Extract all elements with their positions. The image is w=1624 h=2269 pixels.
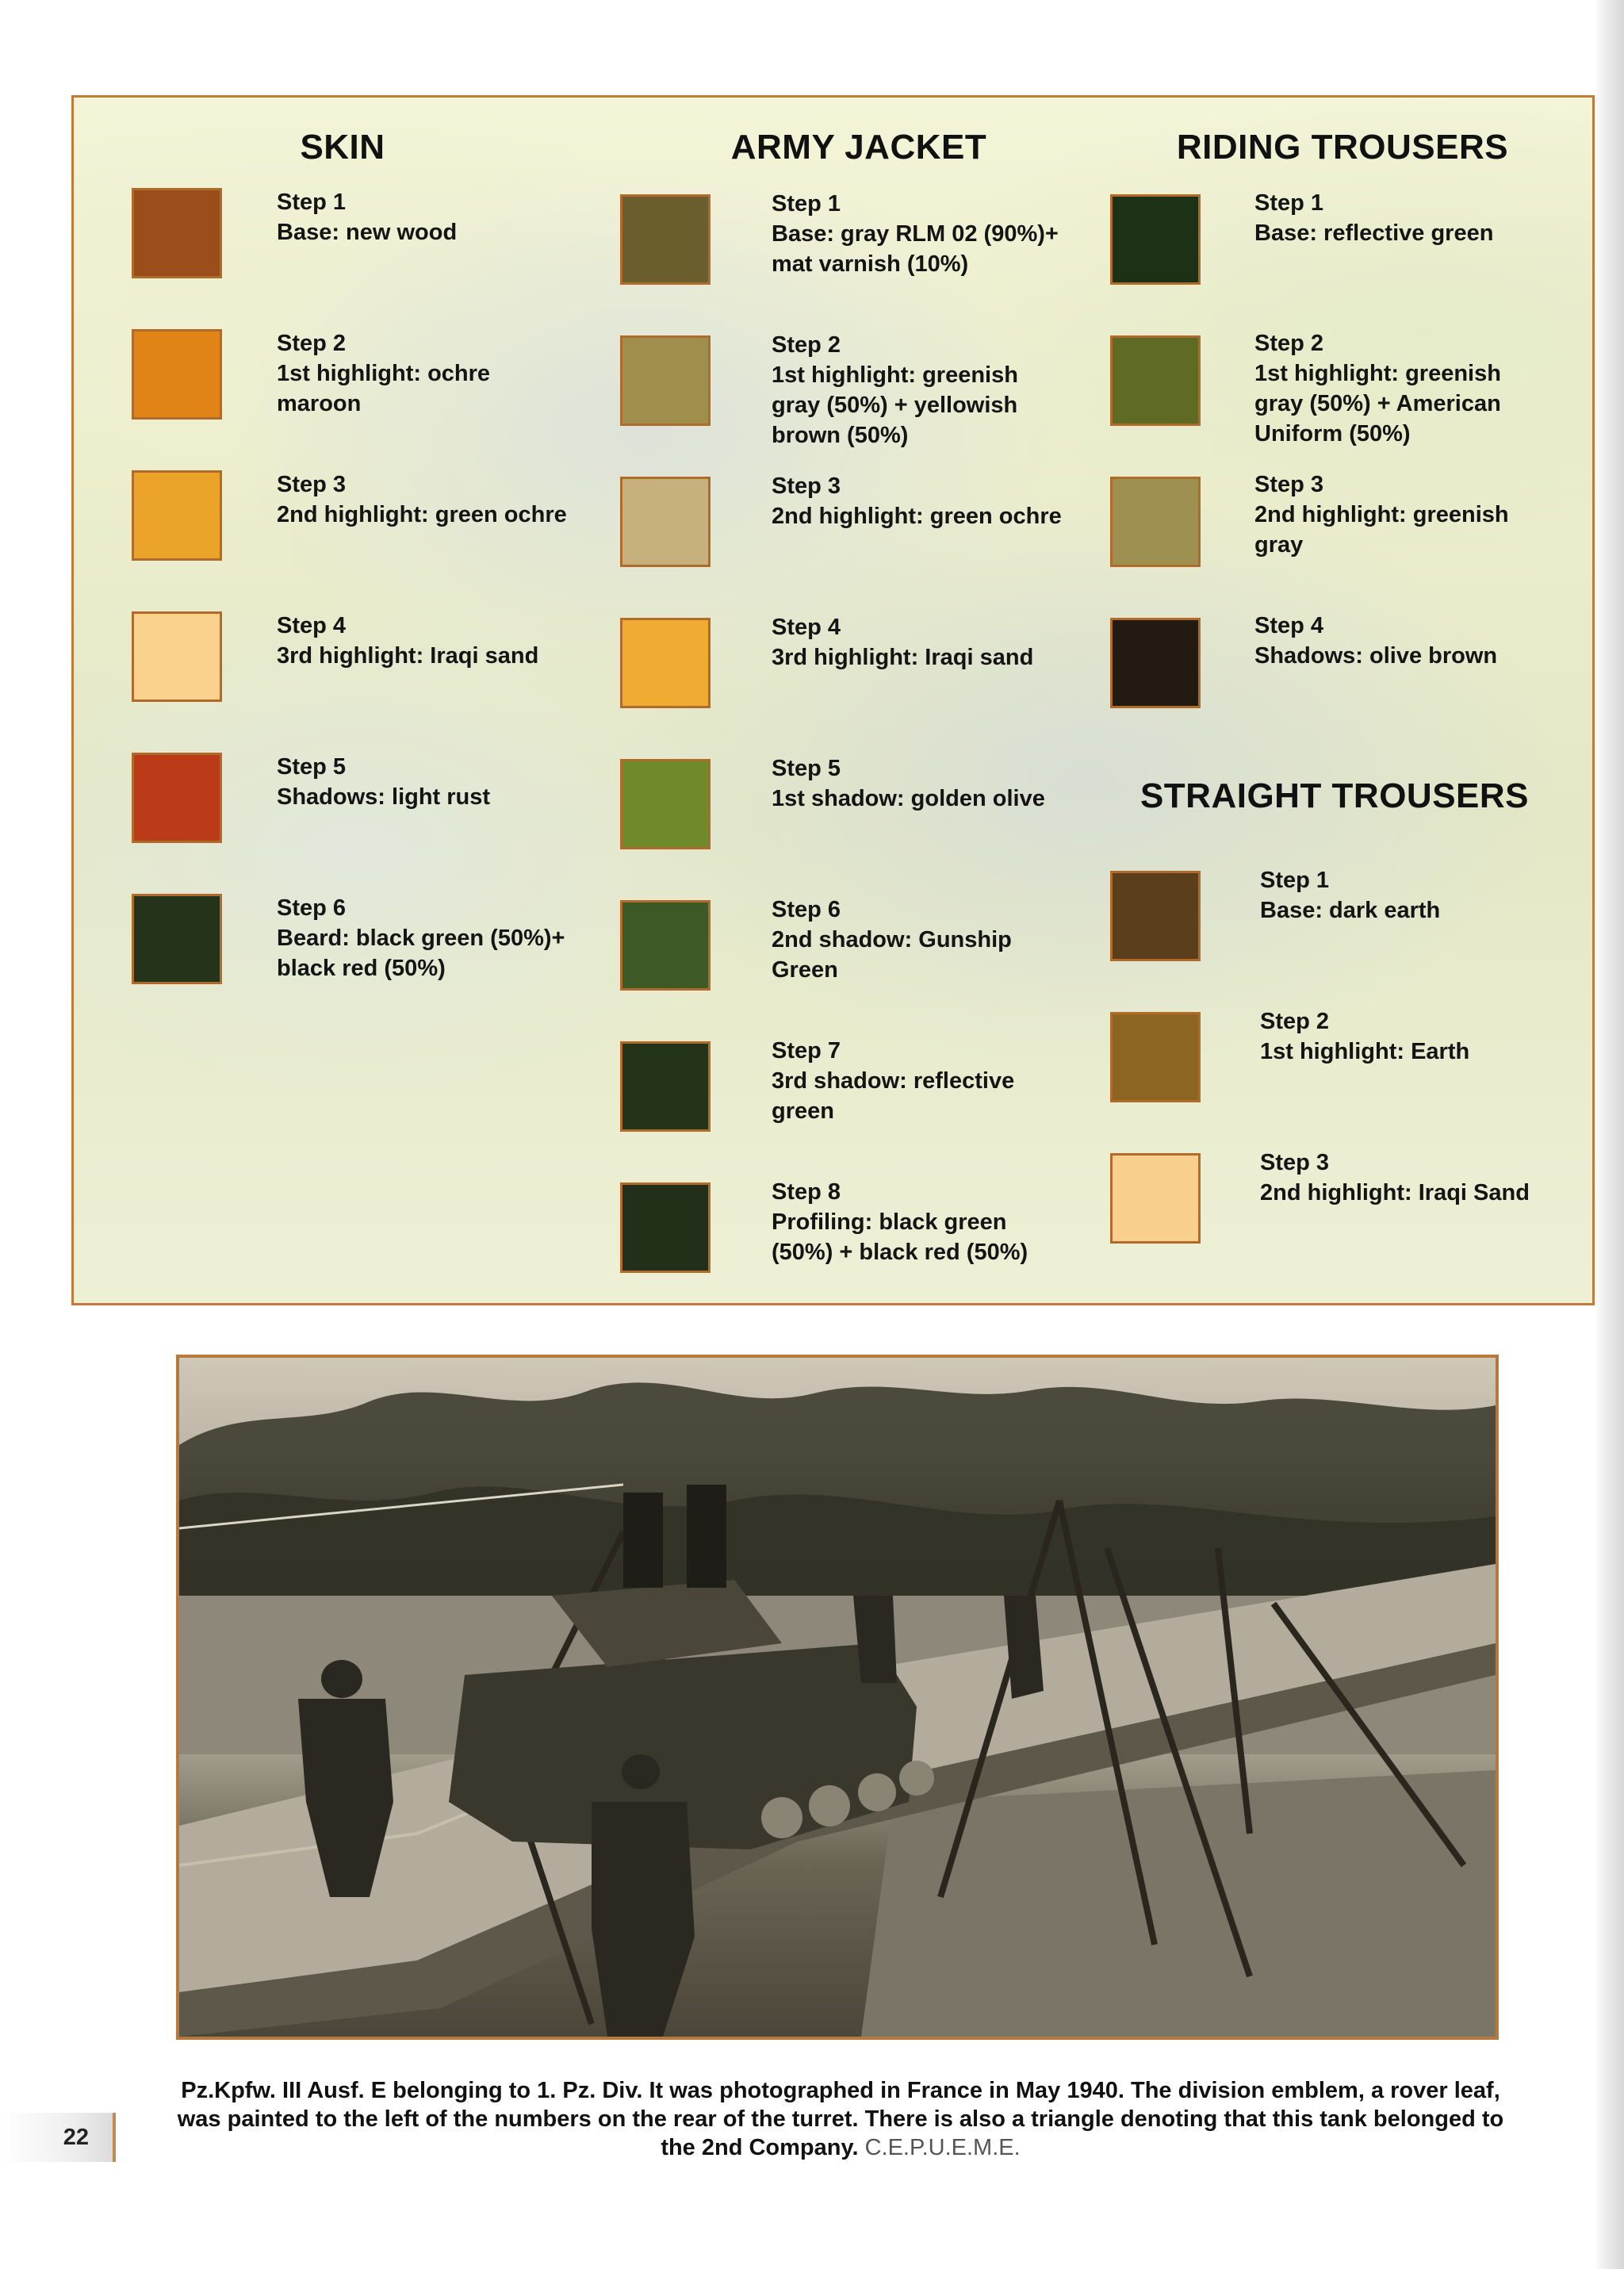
skin-step-2-text (277, 328, 490, 419)
jacket-step-6-text (772, 895, 1012, 985)
step-label: Step 1 (277, 190, 347, 215)
step-description: 2nd highlight: Iraqi Sand (1260, 1180, 1530, 1205)
swatch-riding-step-3 (1110, 477, 1201, 567)
step-label: Step 3 (1260, 1150, 1330, 1175)
swatch-jacket-step-3 (620, 477, 710, 567)
step-label: Step 3 (772, 473, 841, 499)
riding-step-4-text (1254, 611, 1497, 671)
jacket-step-3-text (772, 471, 1062, 531)
swatch-straight-step-3 (1110, 1153, 1201, 1244)
skin-step-4-text (277, 611, 538, 671)
step-label: Step 7 (772, 1038, 841, 1064)
skin-step-6-text (277, 893, 565, 983)
swatch-straight-step-2 (1110, 1012, 1201, 1102)
step-label: Step 2 (277, 331, 347, 356)
step-label: Step 5 (277, 754, 347, 780)
step-description: 1st shadow: golden olive (772, 786, 1045, 811)
step-label: Step 6 (277, 895, 347, 921)
swatch-riding-step-1 (1110, 194, 1201, 285)
step-description: 3rd highlight: Iraqi sand (772, 645, 1034, 670)
step-description: 2nd highlight: greenish (1254, 502, 1509, 527)
skin-step-1-text (277, 187, 457, 247)
heading-straight-trousers: STRAIGHT TROUSERS (1139, 776, 1530, 815)
straight-step-3-text (1260, 1148, 1530, 1208)
heading-riding-trousers: RIDING TROUSERS (1176, 128, 1509, 167)
swatch-jacket-step-2 (620, 335, 710, 426)
swatch-riding-step-4 (1110, 618, 1201, 708)
swatch-jacket-step-6 (620, 900, 710, 991)
swatch-skin-step-1 (132, 188, 222, 278)
step-description: black red (50%) (277, 956, 446, 981)
step-label: Step 2 (772, 332, 841, 358)
step-description: Green (772, 957, 838, 983)
step-description: mat varnish (10%) (772, 251, 969, 277)
swatch-skin-step-2 (132, 329, 222, 420)
step-description: Shadows: olive brown (1254, 643, 1498, 669)
step-description: 2nd highlight: green ochre (772, 504, 1062, 529)
step-description: gray (1254, 532, 1304, 558)
page-number: 22 (0, 2113, 116, 2162)
skin-step-5-text (277, 752, 490, 812)
riding-step-3-text (1254, 470, 1509, 560)
step-label: Step 4 (772, 615, 841, 640)
jacket-step-5-text (772, 753, 1045, 814)
step-description: Profiling: black green (772, 1209, 1007, 1235)
step-label: Step 6 (772, 897, 841, 922)
step-label: Step 4 (1254, 613, 1324, 638)
swatch-skin-step-3 (132, 470, 222, 561)
skin-step-3-text (277, 470, 567, 530)
step-label: Step 1 (1260, 868, 1330, 893)
swatch-jacket-step-4 (620, 618, 710, 708)
caption-text: Pz.Kpfw. III Ausf. E belonging to 1. Pz. Div. It was photographed in France in May 1940. The division emblem, a rover leaf, was painted to the left of the numbers on the rear of the turret. There is also a triangle denoting that this tank belonged to the 2nd Company. (177, 2078, 1504, 2160)
step-description: green (772, 1098, 834, 1124)
step-description: brown (50%) (772, 423, 909, 448)
step-description: Beard: black green (50%)+ (277, 926, 565, 951)
step-description: (50%) + black red (50%) (772, 1240, 1028, 1265)
heading-skin: SKIN (300, 128, 385, 167)
step-label: Step 2 (1254, 331, 1324, 356)
heading-army-jacket: ARMY JACKET (730, 128, 987, 167)
step-description: Base: gray RLM 02 (90%)+ (772, 221, 1059, 247)
step-description: Base: new wood (277, 220, 458, 245)
swatch-skin-step-6 (132, 894, 222, 984)
step-description: 1st highlight: greenish (1254, 361, 1501, 386)
step-description: Shadows: light rust (277, 784, 491, 810)
swatch-jacket-step-5 (620, 759, 710, 849)
step-label: Step 8 (772, 1179, 841, 1205)
straight-step-1-text (1260, 865, 1440, 926)
step-description: Base: dark earth (1260, 898, 1441, 923)
historical-photo-tank-on-bridge (176, 1355, 1499, 2040)
riding-step-1-text (1254, 188, 1493, 248)
step-label: Step 1 (1254, 190, 1324, 216)
swatch-straight-step-1 (1110, 871, 1201, 961)
swatch-skin-step-4 (132, 611, 222, 702)
riding-step-2-text (1254, 328, 1501, 449)
step-description: 1st highlight: Earth (1260, 1039, 1470, 1064)
step-description: maroon (277, 391, 362, 416)
swatch-jacket-step-7 (620, 1041, 710, 1132)
step-label: Step 4 (277, 613, 347, 638)
step-label: Step 5 (772, 756, 841, 781)
swatch-jacket-step-8 (620, 1182, 710, 1273)
step-description: Base: reflective green (1254, 220, 1494, 246)
step-description: gray (50%) + American (1254, 391, 1501, 416)
step-description: 3rd shadow: reflective (772, 1068, 1015, 1094)
jacket-step-8-text (772, 1177, 1028, 1267)
step-description: 1st highlight: greenish (772, 362, 1018, 388)
jacket-step-7-text (772, 1036, 1014, 1126)
step-description: gray (50%) + yellowish (772, 393, 1018, 418)
step-description: 2nd shadow: Gunship (772, 927, 1012, 952)
photo-credit: C.E.P.U.E.M.E. (864, 2135, 1021, 2160)
jacket-step-1-text (772, 189, 1059, 279)
step-description: 2nd highlight: green ochre (277, 502, 567, 527)
swatch-skin-step-5 (132, 753, 222, 843)
step-label: Step 3 (277, 472, 347, 497)
swatch-jacket-step-1 (620, 194, 710, 285)
straight-step-2-text (1260, 1006, 1469, 1067)
step-label: Step 2 (1260, 1009, 1330, 1034)
step-label: Step 1 (772, 191, 841, 217)
photo-caption (159, 2076, 1522, 2162)
jacket-step-2-text (772, 330, 1018, 450)
jacket-step-4-text (772, 612, 1033, 673)
swatch-riding-step-2 (1110, 335, 1201, 426)
paint-guide-panel (71, 95, 1595, 1305)
page-edge (1594, 0, 1624, 2269)
step-description: 3rd highlight: Iraqi sand (277, 643, 539, 669)
photo-illustration (179, 1358, 1496, 2037)
step-description: 1st highlight: ochre (277, 361, 491, 386)
step-description: Uniform (50%) (1254, 421, 1411, 447)
step-label: Step 3 (1254, 472, 1324, 497)
